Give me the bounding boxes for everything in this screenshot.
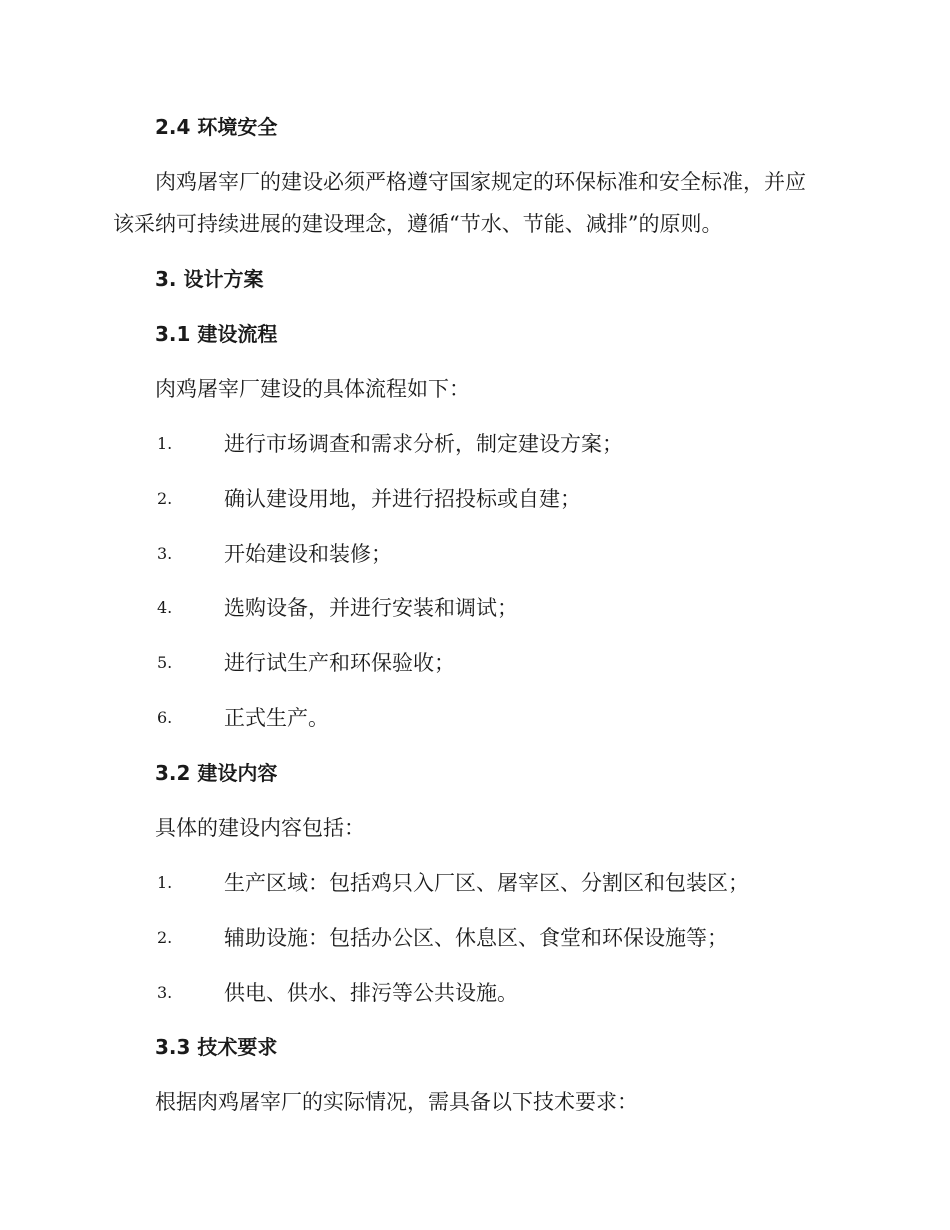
list-item-number: 4. xyxy=(157,598,173,617)
section-intro: 根据肉鸡屠宰厂的实际情况，需具备以下技术要求： xyxy=(155,1090,638,1114)
list-item-number: 6. xyxy=(157,708,173,727)
list-item: 进行试生产和环保验收； xyxy=(224,651,455,675)
list-item: 辅助设施：包括办公区、休息区、食堂和环保设施等； xyxy=(224,926,728,950)
list-item-number: 3. xyxy=(157,544,173,563)
list-item: 生产区域：包括鸡只入厂区、屠宰区、分割区和包装区； xyxy=(224,871,749,895)
list-item-number: 3. xyxy=(157,983,173,1002)
list-item: 开始建设和装修； xyxy=(224,542,392,566)
paragraph-line: 肉鸡屠宰厂的建设必须严格遵守国家规定的环保标准和安全标准，并应 xyxy=(155,170,806,194)
list-item-number: 5. xyxy=(157,653,173,672)
list-item-number: 2. xyxy=(157,928,173,947)
paragraph-line: 该采纳可持续进展的建设理念，遵循“节水、节能、减排”的原则。 xyxy=(113,212,723,236)
section-heading-3-3: 3.3 技术要求 xyxy=(155,1035,278,1059)
list-item: 进行市场调查和需求分析，制定建设方案； xyxy=(224,432,623,456)
section-intro: 具体的建设内容包括： xyxy=(155,816,365,840)
list-item: 选购设备，并进行安装和调试； xyxy=(224,596,518,620)
section-heading-3: 3. 设计方案 xyxy=(155,267,264,291)
list-item-number: 1. xyxy=(157,873,173,892)
section-intro: 肉鸡屠宰厂建设的具体流程如下： xyxy=(155,377,470,401)
list-item-number: 1. xyxy=(157,434,173,453)
section-heading-3-2: 3.2 建设内容 xyxy=(155,761,278,785)
section-heading-2-4: 2.4 环境安全 xyxy=(155,115,278,139)
list-item: 正式生产。 xyxy=(224,706,329,730)
list-item: 供电、供水、排污等公共设施。 xyxy=(224,981,518,1005)
section-heading-3-1: 3.1 建设流程 xyxy=(155,322,278,346)
list-item-number: 2. xyxy=(157,489,173,508)
list-item: 确认建设用地，并进行招投标或自建； xyxy=(224,487,581,511)
